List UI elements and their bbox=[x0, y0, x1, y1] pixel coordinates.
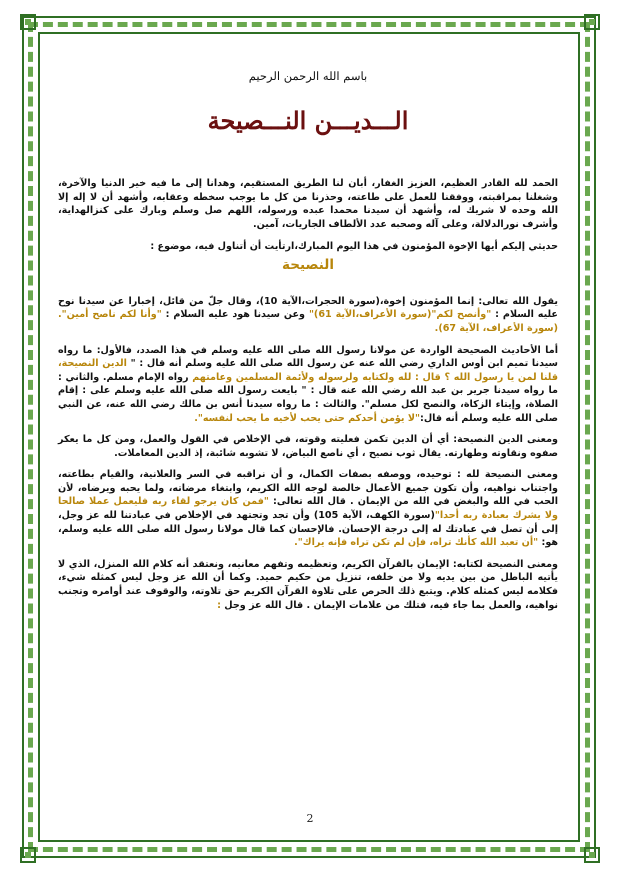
corner-ornament-icon bbox=[18, 845, 38, 865]
quran-paragraph bbox=[58, 295, 558, 336]
paragraph-text: أما الأحاديث الصحيحة الواردة عن مولانا رسول الله صلى الله عليه وسلم في هذا الصدد، فالأول: ما رواه سيدنا تميم ابن أوس الداري رضي الله عنه عن رسول الله صلى الله عليه وسلم أنه قال : " bbox=[58, 344, 558, 370]
basmala: باسم الله الرحمن الرحيم bbox=[248, 69, 368, 83]
meaning-paragraph: ومعنى الدين النصيحة: أي أن الدين تكمن فعليته وقوته، في الإخلاص في القول والعمل، ومن كل ما يعكر صفوه ونقاوته وطهارته. يقال ثوب نصيح ، أي ناصع البياض، لا تشوبه شائبة، إذ الدين المعاملات. bbox=[58, 434, 558, 459]
advice-to-god-paragraph bbox=[58, 468, 558, 550]
quote-text: "فمن كان يرجو لقاء ربه فليعمل عملا صالحا ولا يشرك بعبادة ربه أحدا" bbox=[58, 496, 558, 522]
hadith-paragraph bbox=[58, 344, 558, 426]
page-number: 2 bbox=[306, 812, 314, 825]
paragraph-text: ومعنى النصيحة لكتابه: الإيمان بالقرآن الكريم، وتعظيمه وتفهم معانيه، ونعتقد أنه كلام الله المنزل، الذي لا يأتيه الباطل من بين يديه ولا من خلفه، تنزيل من حكيم حميد. وكما أن الله عز وجل ليس كمثله شيء، فكلامه ليس كمثله كلام. ويتبع ذلك الحرص على تلاوة القرآن الكريم حق تلاوته، والوقوف عند أوامره وتجنب نواهيه، والعمل بما جاء فيه، فتلك من علامات الإيمان . قال الله عز وجل bbox=[58, 558, 558, 611]
quote-text: : bbox=[217, 599, 221, 611]
corner-ornament-icon bbox=[18, 12, 38, 32]
paragraph-text: (سورة الكهف، الآية 105) وأن تجد وتجتهد في الإخلاص في عبادتنا لله عز وجل، إلى أن تصل في عبادتك له إلى درجة الإحسان. فالإحسان كما قال مولانا رسول الله صلى الله عليه وسلم، هو: bbox=[58, 510, 558, 549]
quote-text: الدين النصيحة، قلنا لمن يا رسول الله ؟ قال : لله ولكتابه ولرسوله ولأئمة المسلمين وعامتهم bbox=[58, 358, 558, 383]
corner-ornament-icon bbox=[582, 845, 602, 865]
quote-text: "وأنا لكم ناصح أمين".(سورة الأعراف، الآية 67). bbox=[58, 309, 558, 334]
paragraph-text: وعن سيدنا هود عليه السلام : bbox=[161, 309, 309, 321]
quote-text: "أن تعبد الله كأنك تراه، فإن لم تكن تراه فإنه يراك". bbox=[294, 537, 539, 549]
quote-text: "وأنصح لكم"(سورة الأعراف،الآية 61)" bbox=[308, 309, 492, 321]
paragraph-text: رواه الإمام مسلم. والثاني : ما رواه سيدنا جرير بن عبد الله رضي الله عنه قال : " بايعت رسول الله صلى الله عليه وسلم على : إقام الصلاة، وإيتاء الزكاة، والنصح لكل مسلم". والثالث : ما رواه سيدنا أنس بن مالك رضي الله عنه، عن النبي صلى الله عليه وسلم أنه قال: bbox=[58, 371, 558, 424]
paragraph-text: ومعنى النصيحة لله : توحيده، ووصفه بصفات الكمال، و أن نراقبه في السر والعلانية، والقيام بطاعته، واجتناب نواهيه، وأن تكون جميع الأعمال خالصة لوجه الله الكريم، وابتغاء مرضاته، ولما يحبه ويرضاه، لأن الحب في الله والبغض في الله من الإيمان . قال الله تعالى: bbox=[58, 469, 558, 508]
corner-ornament-icon bbox=[582, 12, 602, 32]
advice-to-book-paragraph bbox=[58, 558, 558, 612]
document-body bbox=[58, 70, 558, 620]
quote-text: "لا يؤمن أحدكم حتى يحب لأخيه ما يحب لنفسه". bbox=[194, 412, 420, 424]
paragraph-text: يقول الله تعالى: إنما المؤمنون إخوة،(سورة الحجرات،الآية 10)، وقال جلّ من قائل، إخبارا عن سيدنا نوح عليه السلام : bbox=[58, 295, 558, 321]
page-title: الـــديـــن النـــصيحة bbox=[207, 105, 409, 135]
section-subtitle: النصيحة bbox=[282, 257, 334, 274]
intro-paragraph: الحمد لله القادر العظيم، العزيز الغفار، أبان لنا الطريق المستقيم، وهدانا إلى ما فيه خير الدنيا والآخرة، وشغلنا بمراقبته، ووفقنا للعمل على طاعته، وحذرنا من كل ما يوجب سخطه وعقابه، وأشهد أن لا إله إلا الله وحده لا شريك له، وأشهد أن سيدنا محمدا عبده ورسوله، اللهم صل وسلم وبارك على كنزالهداية، وأشرف نورالدلالة، وعلى آله وصحبه عدد الألطاف الجاريات، آمين. bbox=[58, 178, 558, 230]
topic-line: حديثي إليكم أيها الإخوة المؤمنون في هذا اليوم المبارك،ارتأيت أن أتناول فيه، موضوع : bbox=[150, 240, 558, 252]
